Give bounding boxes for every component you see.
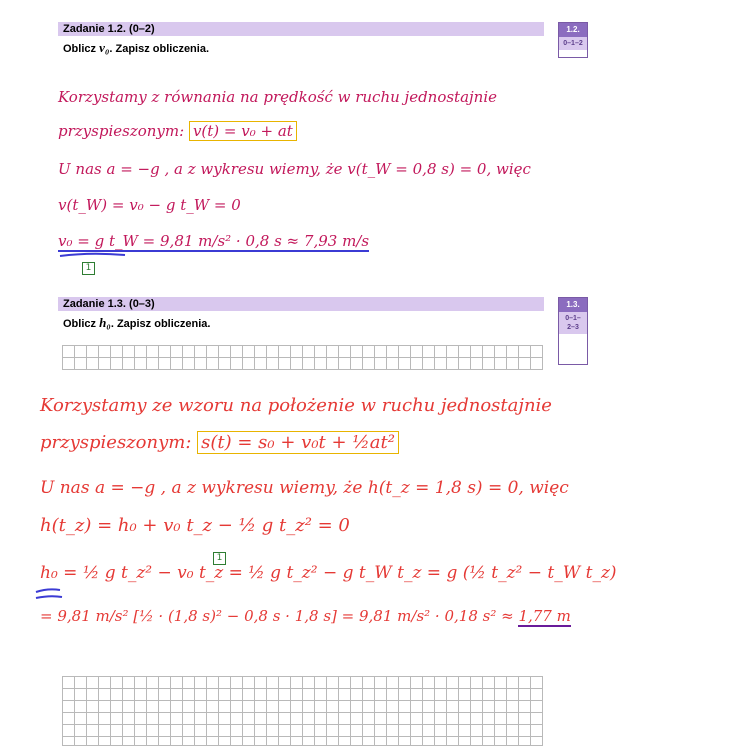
checkmark-point: 1	[82, 262, 95, 275]
hw-1-2-line-1: Korzystamy z równania na prędkość w ruchu jednostajnie	[58, 88, 498, 106]
hw-1-3-line-1: Korzystamy ze wzoru na położenie w ruchu jednostajnie	[40, 395, 552, 416]
score-label: 1.2.	[559, 23, 587, 37]
prompt-text-end: . Zapisz obliczenia.	[109, 43, 210, 55]
prompt-text: Oblicz	[63, 43, 100, 55]
hw-text: przyspieszonym:	[58, 122, 185, 140]
prompt-text-end: . Zapisz obliczenia.	[110, 318, 211, 330]
hw-boxed-formula: s(t) = s₀ + v₀t + ½at²	[197, 431, 399, 454]
hw-result: 7,93 m/s	[303, 232, 370, 250]
underline-stroke-3	[60, 254, 125, 256]
task-1-2-title: Zadanie 1.2. (0–2)	[63, 23, 155, 35]
hw-1-2-line-4: v(t_W) = v₀ − g t_W = 0	[58, 196, 241, 214]
prompt-variable: v₀	[99, 40, 110, 55]
hw-result: 1,77 m	[518, 607, 571, 625]
hw-text: przyspieszonym:	[40, 432, 192, 453]
score-options-line-2: 2–3	[567, 324, 579, 331]
hw-boxed-formula: v(t) = v₀ + at	[189, 121, 297, 141]
task-1-3-title: Zadanie 1.3. (0–3)	[63, 298, 155, 310]
hw-text: v₀ = g t_W = 9,81 m/s² · 0,8 s ≈	[58, 232, 304, 250]
hw-1-3-line-3: U nas a = −g , a z wykresu wiemy, że h(t_z = 1,8 s) = 0, więc	[40, 478, 569, 498]
score-label: 1.3.	[559, 298, 587, 312]
prompt-text: Oblicz	[63, 318, 100, 330]
underline-stroke-2	[36, 596, 62, 598]
hw-1-3-line-5: h₀ = ½ g t_z² − v₀ t_z = ½ g t_z² − g t_W t_z = g (½ t_z² − t_W t_z)	[40, 563, 617, 583]
underline-stroke	[36, 589, 60, 592]
hw-text: = 9,81 m/s² [½ · (1,8 s)² − 0,8 s · 1,8 s] = 9,81 m/s² · 0,18 s² ≈	[40, 607, 519, 625]
hw-1-2-line-3: U nas a = −g , a z wykresu wiemy, że v(t_W = 0,8 s) = 0, więc	[58, 160, 531, 178]
checkmark-point: 1	[213, 552, 226, 565]
score-options: 0–1–2	[559, 37, 587, 50]
score-options-line-1: 0–1–	[565, 315, 581, 322]
hw-1-3-line-4: h(t_z) = h₀ + v₀ t_z − ½ g t_z² = 0	[40, 515, 350, 536]
prompt-variable: h₀	[99, 315, 111, 330]
